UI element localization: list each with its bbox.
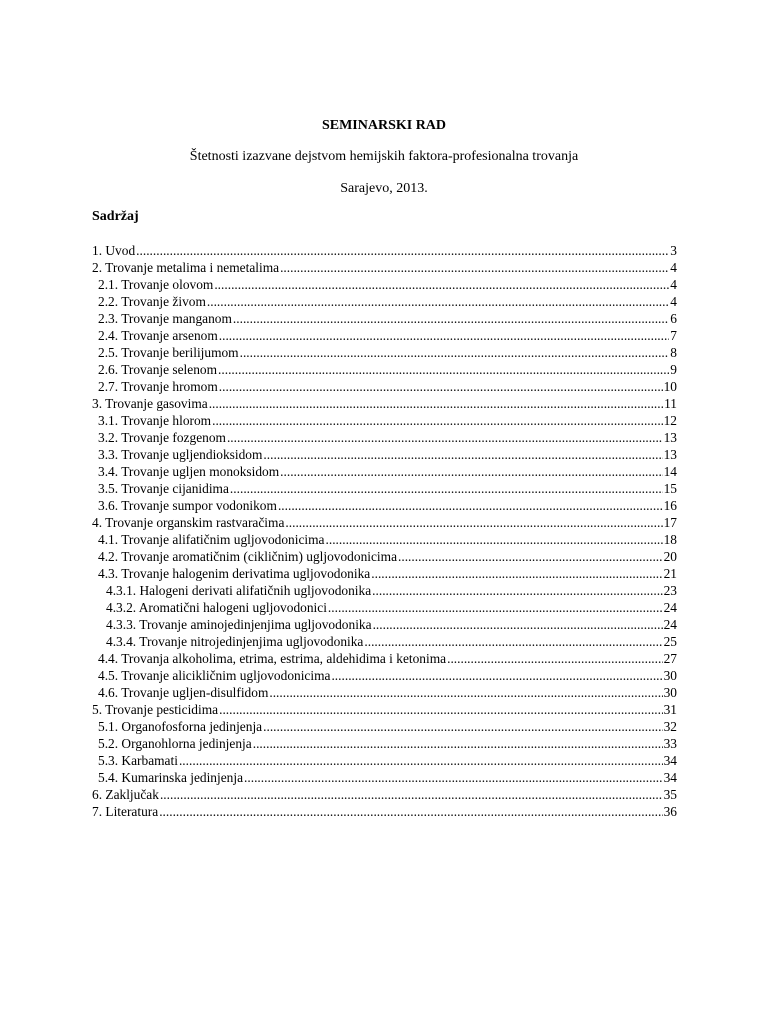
toc-dot-leader [219,701,663,718]
toc-entry-page-number: 7 [670,328,677,343]
toc-entry-label: 7. Literatura [92,804,159,819]
document-subtitle: Štetnosti izazvane dejstvom hemijskih faktora-profesionalna trovanja [189,149,579,164]
toc-entry[interactable] [92,310,677,327]
toc-heading: Sadržaj [92,209,139,224]
toc-entry-page-number: 12 [663,413,677,428]
toc-entry[interactable] [92,667,677,684]
toc-entry[interactable] [92,293,677,310]
toc-entry-page-number: 9 [670,362,677,377]
toc-dot-leader [269,684,662,701]
toc-entry-page-number: 24 [663,600,677,615]
toc-entry[interactable] [92,276,677,293]
toc-entry-page-number: 36 [663,804,677,819]
toc-entry[interactable] [92,412,677,429]
toc-entry-label: 4.3.4. Trovanje nitrojedinjenjima ugljovodonika [106,634,364,649]
toc-entry-label: 5.3. Karbamati [98,753,178,768]
toc-entry[interactable] [92,565,677,582]
toc-entry-page-number: 16 [663,498,677,513]
toc-entry-page-number: 34 [663,770,677,785]
toc-entry[interactable] [92,616,677,633]
toc-entry-label: 5.1. Organofosforna jedinjenja [98,719,263,734]
toc-entry-page-number: 4 [670,294,677,309]
toc-entry-label: 4.3. Trovanje halogenim derivatima ugljovodonika [98,566,371,581]
toc-entry[interactable] [92,718,677,735]
toc-entry[interactable] [92,650,677,667]
toc-entry-label: 5.2. Organohlorna jedinjenja [98,736,252,751]
toc-entry-label: 4.3.3. Trovanje aminojedinjenjima ugljovodonika [106,617,372,632]
toc-dot-leader [219,327,670,344]
toc-entry-page-number: 23 [663,583,677,598]
toc-entry[interactable] [92,327,677,344]
toc-entry-label: 4.2. Trovanje aromatičnim (cikličnim) ugljovodonicima [98,549,398,564]
toc-entry-label: 2.1. Trovanje olovom [98,277,214,292]
toc-entry-page-number: 13 [663,430,677,445]
toc-entry[interactable] [92,378,677,395]
toc-dot-leader [326,531,663,548]
toc-dot-leader [364,633,662,650]
toc-entry[interactable] [92,531,677,548]
toc-entry-label: 2.7. Trovanje hromom [98,379,218,394]
toc-entry[interactable] [92,786,677,803]
toc-entry-label: 4. Trovanje organskim rastvaračima [92,515,285,530]
toc-entry[interactable] [92,769,677,786]
toc-entry[interactable] [92,599,677,616]
toc-dot-leader [212,412,663,429]
toc-entry-label: 1. Uvod [92,243,136,258]
toc-entry-label: 2. Trovanje metalima i nemetalima [92,260,280,275]
toc-entry-page-number: 24 [663,617,677,632]
toc-entry-page-number: 21 [663,566,677,581]
toc-entry-label: 3.4. Trovanje ugljen monoksidom [98,464,280,479]
toc-entry-page-number: 11 [664,396,677,411]
toc-entry-page-number: 30 [663,668,677,683]
toc-dot-leader [230,480,663,497]
toc-entry[interactable] [92,803,677,820]
toc-dot-leader [263,718,662,735]
toc-entry-page-number: 10 [663,379,677,394]
toc-entry-label: 4.5. Trovanje alicikličnim ugljovodonicima [98,668,331,683]
toc-entry-label: 2.4. Trovanje arsenom [98,328,218,343]
toc-dot-leader [233,310,669,327]
toc-entry-page-number: 8 [670,345,677,360]
toc-dot-leader [219,378,663,395]
toc-entry-label: 4.3.1. Halogeni derivati alifatičnih ugljovodonika [106,583,372,598]
toc-entry-page-number: 25 [663,634,677,649]
toc-entry[interactable] [92,242,677,259]
toc-entry-page-number: 6 [670,311,677,326]
toc-entry-page-number: 32 [663,719,677,734]
toc-entry-page-number: 34 [663,753,677,768]
table-of-contents [92,242,677,820]
toc-entry-label: 6. Zaključak [92,787,159,802]
toc-entry-label: 5. Trovanje pesticidima [92,702,219,717]
toc-dot-leader [244,769,663,786]
toc-entry[interactable] [92,463,677,480]
toc-dot-leader [398,548,663,565]
toc-entry-page-number: 31 [663,702,677,717]
toc-dot-leader [159,803,662,820]
toc-entry[interactable] [92,480,677,497]
toc-dot-leader [253,735,663,752]
toc-entry[interactable] [92,446,677,463]
toc-dot-leader [160,786,663,803]
toc-dot-leader [240,344,670,361]
toc-entry-page-number: 4 [670,277,677,292]
toc-dot-leader [372,582,662,599]
toc-entry-label: 3.1. Trovanje hlorom [98,413,212,428]
toc-dot-leader [373,616,663,633]
toc-entry-label: 3. Trovanje gasovima [92,396,208,411]
toc-dot-leader [328,599,663,616]
toc-entry[interactable] [92,582,677,599]
toc-entry-page-number: 14 [663,464,677,479]
toc-entry-page-number: 18 [663,532,677,547]
toc-dot-leader [371,565,662,582]
toc-entry[interactable] [92,259,677,276]
toc-entry-page-number: 20 [663,549,677,564]
toc-dot-leader [331,667,662,684]
toc-dot-leader [227,429,663,446]
toc-dot-leader [278,497,663,514]
toc-entry[interactable] [92,429,677,446]
toc-entry-label: 2.2. Trovanje živom [98,294,206,309]
toc-entry[interactable] [92,497,677,514]
toc-dot-leader [280,259,669,276]
toc-entry-page-number: 15 [663,481,677,496]
document-title: SEMINARSKI RAD [321,118,447,133]
toc-entry[interactable] [92,735,677,752]
toc-entry-label: 3.3. Trovanje ugljendioksidom [98,447,263,462]
toc-entry-label: 4.1. Trovanje alifatičnim ugljovodonicima [98,532,325,547]
toc-entry-label: 3.2. Trovanje fozgenom [98,430,226,445]
toc-entry-label: 3.6. Trovanje sumpor vodonikom [98,498,277,513]
toc-entry[interactable] [92,752,677,769]
toc-entry[interactable] [92,548,677,565]
toc-entry[interactable] [92,684,677,701]
toc-dot-leader [209,395,663,412]
place-date: Sarajevo, 2013. [340,181,428,196]
toc-entry-page-number: 30 [663,685,677,700]
toc-entry-label: 4.6. Trovanje ugljen-disulfidom [98,685,269,700]
toc-entry[interactable] [92,344,677,361]
toc-dot-leader [447,650,663,667]
toc-dot-leader [280,463,662,480]
toc-entry-label: 2.3. Trovanje manganom [98,311,232,326]
toc-entry[interactable] [92,361,677,378]
toc-entry-page-number: 33 [663,736,677,751]
toc-dot-leader [285,514,662,531]
toc-entry[interactable] [92,701,677,718]
toc-entry-label: 4.4. Trovanja alkoholima, etrima, estrima, aldehidima i ketonima [98,651,447,666]
toc-dot-leader [136,242,669,259]
toc-entry-label: 5.4. Kumarinska jedinjenja [98,770,244,785]
toc-entry-label: 2.6. Trovanje selenom [98,362,218,377]
toc-entry-page-number: 35 [663,787,677,802]
toc-entry-page-number: 17 [663,515,677,530]
toc-entry-page-number: 13 [663,447,677,462]
toc-entry[interactable] [92,514,677,531]
toc-entry-page-number: 4 [670,260,677,275]
toc-entry-label: 4.3.2. Aromatični halogeni ugljovodonici [106,600,327,615]
toc-dot-leader [214,276,669,293]
toc-dot-leader [179,752,663,769]
toc-entry[interactable] [92,633,677,650]
toc-entry[interactable] [92,395,677,412]
toc-dot-leader [263,446,662,463]
toc-entry-page-number: 3 [670,243,677,258]
toc-dot-leader [207,293,669,310]
toc-entry-label: 3.5. Trovanje cijanidima [98,481,229,496]
toc-entry-label: 2.5. Trovanje berilijumom [98,345,239,360]
toc-entry-page-number: 27 [663,651,677,666]
toc-dot-leader [218,361,669,378]
